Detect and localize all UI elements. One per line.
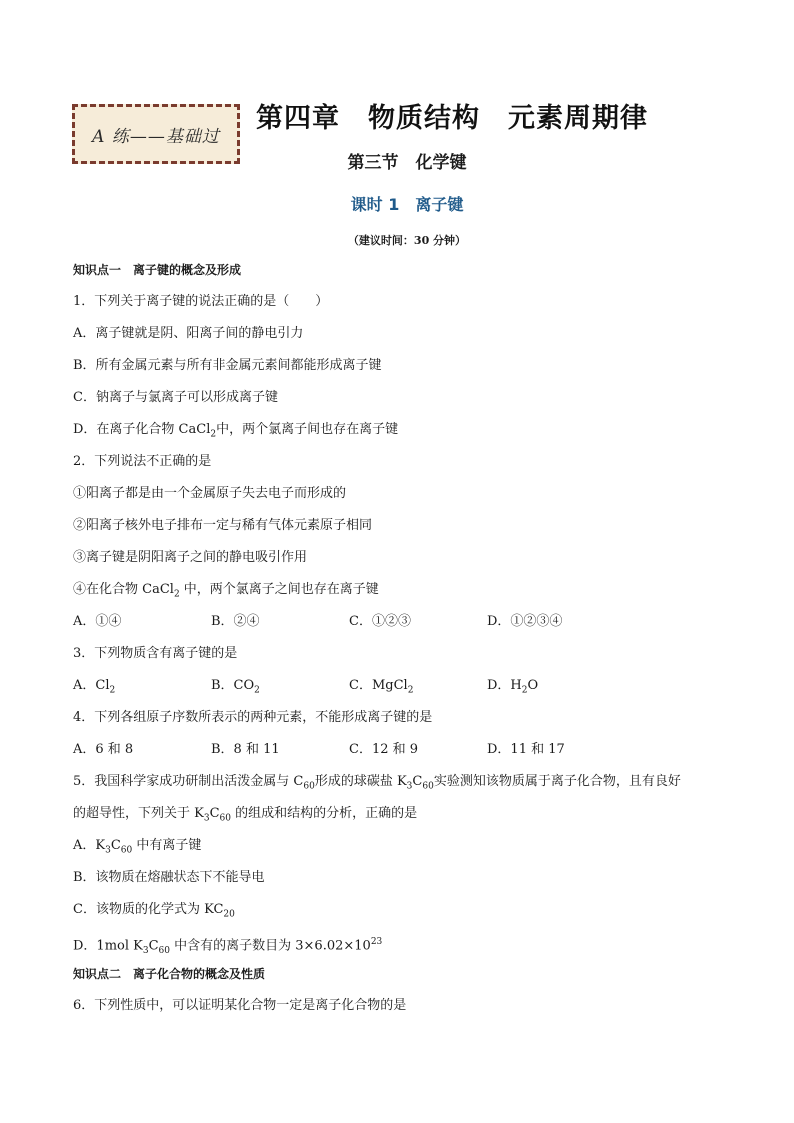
q2-statement-3: ③离子键是阴阳离子之间的静电吸引作用 <box>73 550 308 565</box>
suggested-time: （建议时间：30 分钟） <box>347 234 467 247</box>
q5-option-c: C．该物质的化学式为 $KC_{20}$ <box>73 902 235 920</box>
badge-label: A 练——基础过 <box>92 126 220 147</box>
q1-option-b: B．所有金属元素与所有非金属元素间都能形成离子键 <box>73 358 382 373</box>
q3-option-d: D．$H_2O$ <box>487 678 539 696</box>
knowledge-point-1: 知识点一 离子键的概念及形成 <box>73 263 242 277</box>
q4-stem: 4．下列各组原子序数所表示的两种元素，不能形成离子键的是 <box>73 710 433 725</box>
q2-statement-2: ②阳离子核外电子排布一定与稀有气体元素原子相同 <box>73 518 373 533</box>
q6-stem: 6．下列性质中，可以证明某化合物一定是离子化合物的是 <box>73 998 407 1013</box>
q3-stem: 3．下列物质含有离子键的是 <box>73 646 238 661</box>
section-title: 第三节 化学键 <box>347 153 467 173</box>
q2-option-b: B．②④ <box>211 614 260 629</box>
q2-statement-4: ④在化合物 CaCl$_2$ 中，两个氯离子之间也存在离子键 <box>73 582 379 600</box>
q2-stem: 2．下列说法不正确的是 <box>73 454 212 469</box>
q2-option-d: D．①②③④ <box>487 614 563 629</box>
lesson-title: 课时 1 离子键 <box>350 195 464 214</box>
chapter-title: 第四章 物质结构 元素周期律 <box>256 103 648 134</box>
q5-option-d: D．1mol $K_3C_{60}$ 中含有的离子数目为 $3\times 6.02\times 10^{23}$ <box>73 937 383 956</box>
q4-option-b: B．8 和 11 <box>211 742 280 757</box>
q4-option-c: C．12 和 9 <box>349 742 419 757</box>
q3-options <box>73 678 733 710</box>
q1-stem: 1．下列关于离子键的说法正确的是（ ） <box>73 294 329 309</box>
q3-option-b: B．$CO_2$ <box>211 678 260 696</box>
q1-option-c: C．钠离子与氯离子可以形成离子键 <box>73 390 278 405</box>
exercise-content <box>73 262 733 1030</box>
q4-options <box>73 742 733 774</box>
q2-statement-1: ①阳离子都是由一个金属原子失去电子而形成的 <box>73 486 347 501</box>
q2-option-c: C．①②③ <box>349 614 411 629</box>
q3-option-a: A．$Cl_2$ <box>73 678 116 696</box>
q3-option-c: C．MgCl$_2$ <box>349 678 414 696</box>
q5-option-a: A．$K_3C_{60}$ 中有离子键 <box>73 838 202 856</box>
knowledge-point-2: 知识点二 离子化合物的概念及性质 <box>73 967 266 981</box>
q4-option-a: A．6 和 8 <box>73 742 134 757</box>
q1-option-d: D．在离子化合物 CaCl$_2$中，两个氯离子间也存在离子键 <box>73 422 399 440</box>
q1-option-a: A．离子键就是阴、阳离子间的静电引力 <box>73 326 304 341</box>
q2-options <box>73 614 733 646</box>
q5-option-b: B．该物质在熔融状态下不能导电 <box>73 870 265 885</box>
q5-stem-line-2: 的超导性，下列关于 $K_3C_{60}$ 的组成和结构的分析，正确的是 <box>73 806 418 824</box>
q5-stem-line-1: 5．我国科学家成功研制出活泼金属与 $C_{60}$形成的球碳盐 $K_3C_{60}$实验测知该物质属于离子化合物，且有良好 <box>73 774 681 792</box>
q4-option-d: D．11 和 17 <box>487 742 565 757</box>
q2-option-a: A．①④ <box>73 614 122 629</box>
